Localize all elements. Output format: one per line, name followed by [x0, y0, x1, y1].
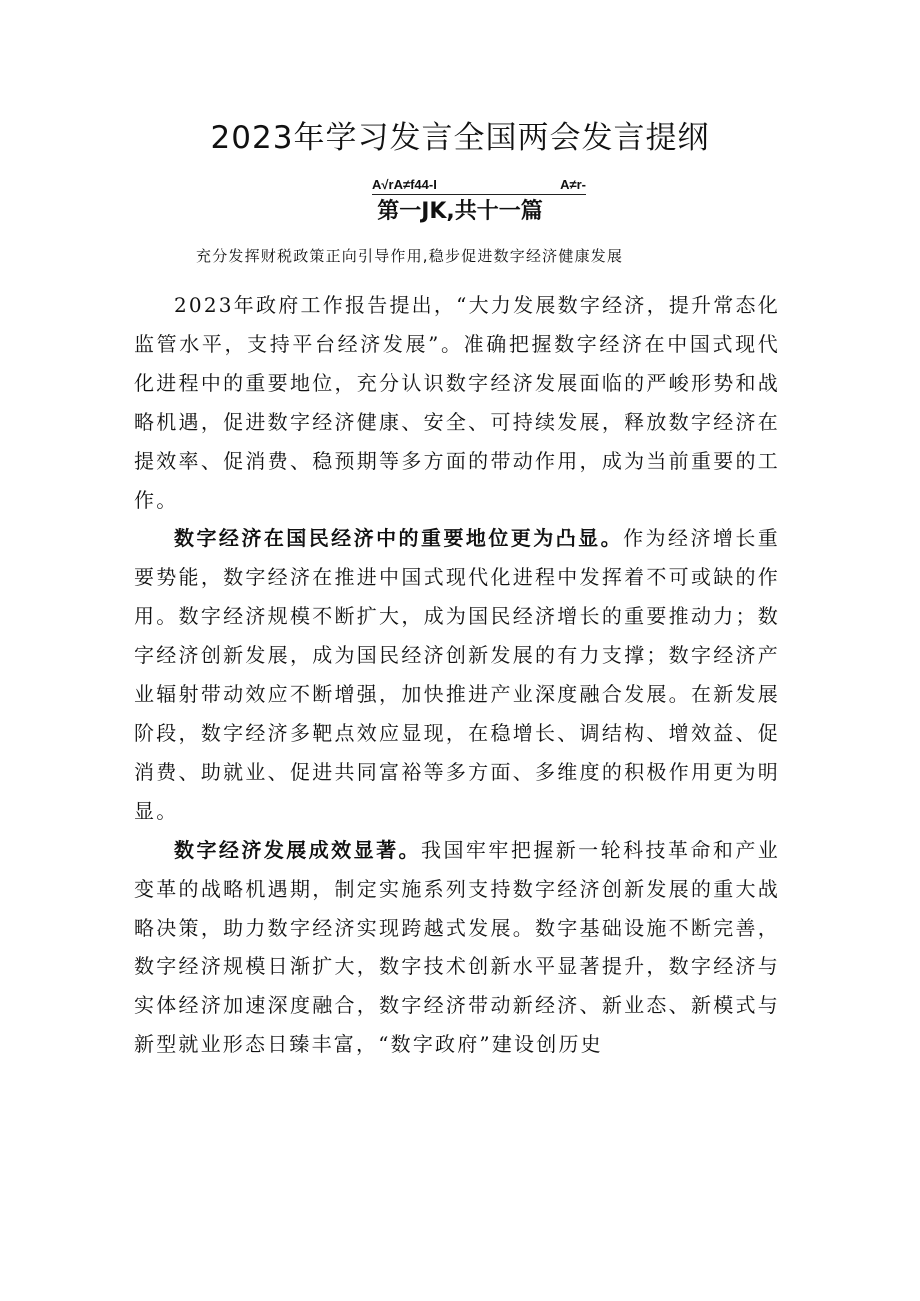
garbled-text-left: A√rA≠f44-I [372, 177, 437, 192]
garbled-header-line [372, 178, 586, 195]
paragraph-2-text: 作为经济增长重要势能，数字经济在推进中国式现代化进程中发挥着不可或缺的作用。数字经济规模不断扩大，成为国民经济增长的重要推动力；数字经济创新发展，成为国民经济创新发展的有力支撑；数字经济产业辐射带动效应不断增强，加快推进产业深度融合发展。在新发展阶段，数字经济多靶点效应显现，在稳增长、调结构、增效益、促消费、助就业、促进共同富裕等多方面、多维度的积极作用更为明显。 [134, 526, 780, 823]
paragraph-1-text: 2023年政府工作报告提出，“大力发展数字经济，提升常态化监管水平，支持平台经济发展”。准确把握数字经济在中国式现代化进程中的重要地位，充分认识数字经济发展面临的严峻形势和战略机遇，促进数字经济健康、安全、可持续发展，释放数字经济在提效率、促消费、稳预期等多方面的带动作用，成为当前重要的工作。 [134, 293, 780, 512]
garbled-text-right: A≠r- [560, 177, 586, 192]
paragraph-2 [134, 519, 780, 830]
document-title: 2023年学习发言全国两会发言提纲 [210, 120, 710, 156]
section-title: 充分发挥财税政策正向引导作用,稳步促进数字经济健康发展 [196, 247, 624, 265]
paragraph-3 [134, 831, 780, 1064]
paragraph-3-lead: 数字经济发展成效显著。 [174, 837, 421, 862]
paragraph-1 [134, 286, 780, 519]
paragraph-2-lead: 数字经济在国民经济中的重要地位更为凸显。 [174, 526, 624, 551]
document-subtitle: 第一JK,共十一篇 [377, 199, 543, 224]
document-body [134, 286, 780, 1064]
paragraph-3-text: 我国牢牢把握新一轮科技革命和产业变革的战略机遇期，制定实施系列支持数字经济创新发展的重大战略决策，助力数字经济实现跨越式发展。数字基础设施不断完善，数字经济规模日渐扩大，数字技术创新水平显著提升，数字经济与实体经济加速深度融合，数字经济带动新经济、新业态、新模式与新型就业形态日臻丰富，“数字政府”建设创历史 [134, 837, 781, 1057]
